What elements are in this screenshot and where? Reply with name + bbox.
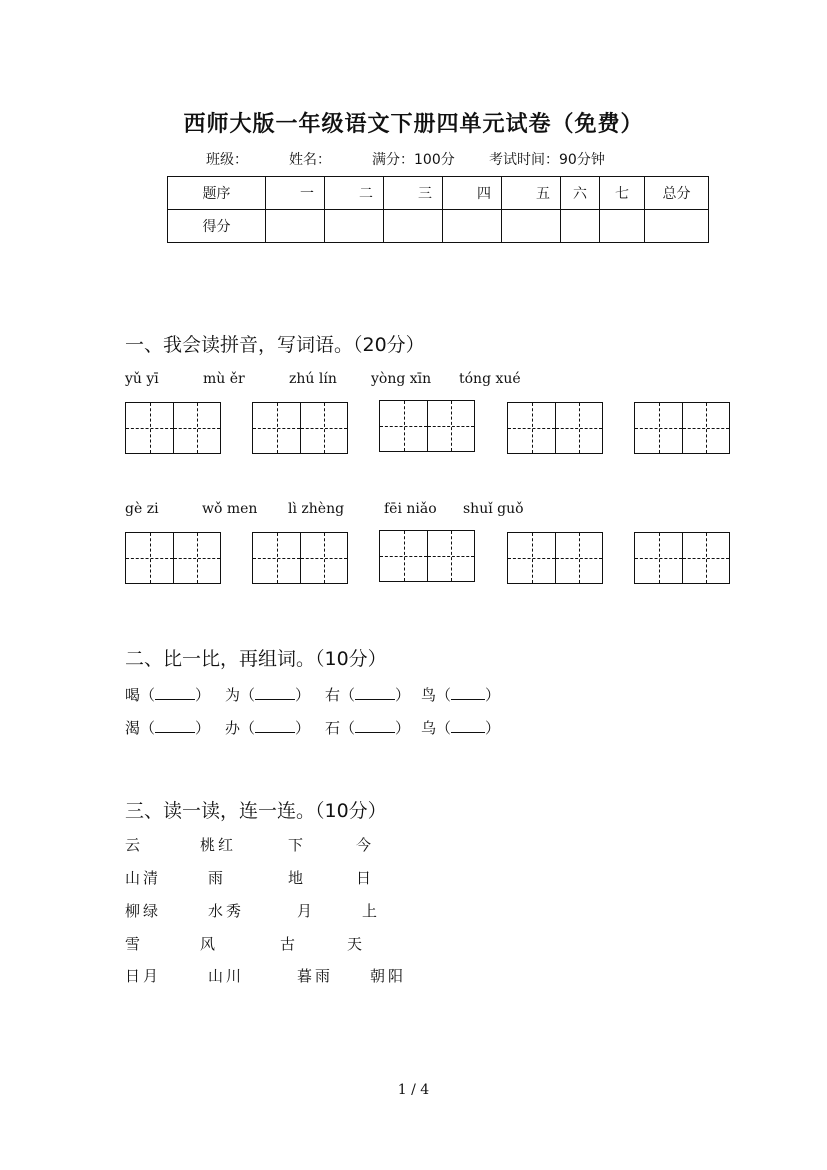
full-score-label: 满分：100分: [372, 152, 455, 168]
match-word[interactable]: 暮雨: [297, 967, 334, 985]
score-table-cell: 得分: [168, 210, 266, 243]
writing-grid[interactable]: [379, 530, 475, 582]
pinyin-label: lì zhèng: [288, 501, 345, 517]
score-table-cell: 六: [561, 177, 600, 210]
match-word[interactable]: 地: [288, 869, 304, 887]
match-word[interactable]: 上: [362, 902, 378, 920]
answer-blank[interactable]: [255, 716, 295, 733]
score-table-cell: 三: [384, 177, 443, 210]
pinyin-label: yǔ yī: [125, 371, 159, 387]
writing-cell[interactable]: [253, 533, 300, 583]
score-input-cell[interactable]: [502, 210, 561, 243]
pinyin-label: mù ěr: [203, 371, 245, 387]
score-table-score-row: [168, 210, 709, 243]
writing-cell[interactable]: [173, 403, 220, 453]
writing-cell[interactable]: [126, 533, 173, 583]
writing-cell[interactable]: [635, 403, 682, 453]
score-table-cell: 题序: [168, 177, 266, 210]
match-word[interactable]: 朝阳: [370, 967, 407, 985]
match-word[interactable]: 日月: [125, 967, 162, 985]
pinyin-label: shuǐ guǒ: [463, 501, 524, 517]
score-table-cell: 七: [600, 177, 645, 210]
score-input-cell[interactable]: [561, 210, 600, 243]
writing-cell[interactable]: [380, 531, 427, 581]
compare-item: 喝（ ）: [125, 683, 210, 705]
match-word[interactable]: 桃红: [200, 836, 237, 854]
compare-char: 乌: [421, 719, 437, 737]
score-input-cell[interactable]: [645, 210, 709, 243]
match-word[interactable]: 古: [280, 935, 296, 953]
compare-item: 右（ ）: [325, 683, 410, 705]
score-table-cell: 二: [325, 177, 384, 210]
writing-cell[interactable]: [682, 533, 729, 583]
pinyin-label: tóng xué: [459, 371, 521, 387]
section1-heading: 一、我会读拼音，写词语。（20分）: [125, 334, 425, 356]
match-word[interactable]: 山川: [208, 967, 245, 985]
writing-cell[interactable]: [173, 533, 220, 583]
score-table: [167, 176, 709, 243]
compare-item: 乌（ ）: [421, 716, 500, 738]
pinyin-label: wǒ men: [202, 501, 258, 517]
writing-cell[interactable]: [427, 531, 474, 581]
match-word[interactable]: 柳绿: [125, 902, 162, 920]
score-table-cell: 四: [443, 177, 502, 210]
writing-cell[interactable]: [253, 403, 300, 453]
match-word[interactable]: 今: [356, 836, 372, 854]
answer-blank[interactable]: [155, 683, 195, 700]
writing-cell[interactable]: [300, 533, 347, 583]
compare-char: 喝: [125, 686, 141, 704]
match-word[interactable]: 雪: [125, 935, 141, 953]
compare-item: 为（ ）: [225, 683, 310, 705]
writing-grid[interactable]: [125, 532, 221, 584]
writing-cell[interactable]: [555, 403, 602, 453]
compare-char: 渴: [125, 719, 141, 737]
answer-blank[interactable]: [355, 716, 395, 733]
match-word[interactable]: 日: [356, 869, 372, 887]
writing-cell[interactable]: [635, 533, 682, 583]
answer-blank[interactable]: [255, 683, 295, 700]
section3-heading: 三、读一读，连一连。（10分）: [125, 800, 387, 822]
page-title: 西师大版一年级语文下册四单元试卷（免费）: [183, 111, 644, 137]
answer-blank[interactable]: [155, 716, 195, 733]
name-label: 姓名：: [289, 152, 331, 168]
compare-char: 办: [225, 719, 241, 737]
pinyin-label: gè zi: [125, 501, 159, 517]
compare-char: 右: [325, 686, 341, 704]
score-input-cell[interactable]: [266, 210, 325, 243]
exam-time-label: 考试时间：90分钟: [489, 152, 605, 168]
section2-heading: 二、比一比，再组词。（10分）: [125, 648, 387, 670]
compare-char: 鸟: [421, 686, 437, 704]
score-table-cell: 五: [502, 177, 561, 210]
match-word[interactable]: 下: [288, 836, 304, 854]
score-input-cell[interactable]: [443, 210, 502, 243]
compare-item: 渴（ ）: [125, 716, 210, 738]
answer-blank[interactable]: [451, 683, 485, 700]
writing-cell[interactable]: [682, 403, 729, 453]
pinyin-label: zhú lín: [289, 371, 337, 387]
score-table-cell: 一: [266, 177, 325, 210]
score-input-cell[interactable]: [600, 210, 645, 243]
writing-cell[interactable]: [508, 533, 555, 583]
writing-grid[interactable]: [125, 402, 221, 454]
writing-grid[interactable]: [507, 532, 603, 584]
match-word[interactable]: 风: [200, 935, 216, 953]
match-word[interactable]: 雨: [208, 869, 224, 887]
answer-blank[interactable]: [451, 716, 485, 733]
compare-char: 石: [325, 719, 341, 737]
writing-grid[interactable]: [634, 402, 730, 454]
compare-char: 为: [225, 686, 241, 704]
match-word[interactable]: 水秀: [208, 902, 245, 920]
writing-grid[interactable]: [252, 532, 348, 584]
writing-grid[interactable]: [634, 532, 730, 584]
score-input-cell[interactable]: [384, 210, 443, 243]
match-word[interactable]: 云: [125, 836, 141, 854]
writing-cell[interactable]: [126, 403, 173, 453]
writing-cell[interactable]: [427, 401, 474, 451]
answer-blank[interactable]: [355, 683, 395, 700]
writing-cell[interactable]: [508, 403, 555, 453]
writing-cell[interactable]: [300, 403, 347, 453]
score-table-header-row: [168, 177, 709, 210]
pinyin-label: fēi niǎo: [384, 501, 437, 517]
writing-grid[interactable]: [252, 402, 348, 454]
match-word[interactable]: 山清: [125, 869, 162, 887]
page-number: 1 / 4: [397, 1082, 430, 1098]
match-word[interactable]: 天: [347, 935, 363, 953]
score-input-cell[interactable]: [325, 210, 384, 243]
writing-cell[interactable]: [380, 401, 427, 451]
class-label: 班级：: [206, 152, 248, 168]
writing-grid[interactable]: [379, 400, 475, 452]
score-table-cell: 总分: [645, 177, 709, 210]
writing-grid[interactable]: [507, 402, 603, 454]
writing-cell[interactable]: [555, 533, 602, 583]
compare-item: 石（ ）: [325, 716, 410, 738]
match-word[interactable]: 月: [297, 902, 313, 920]
compare-item: 办（ ）: [225, 716, 310, 738]
pinyin-label: yòng xīn: [371, 371, 432, 387]
compare-item: 鸟（ ）: [421, 683, 500, 705]
